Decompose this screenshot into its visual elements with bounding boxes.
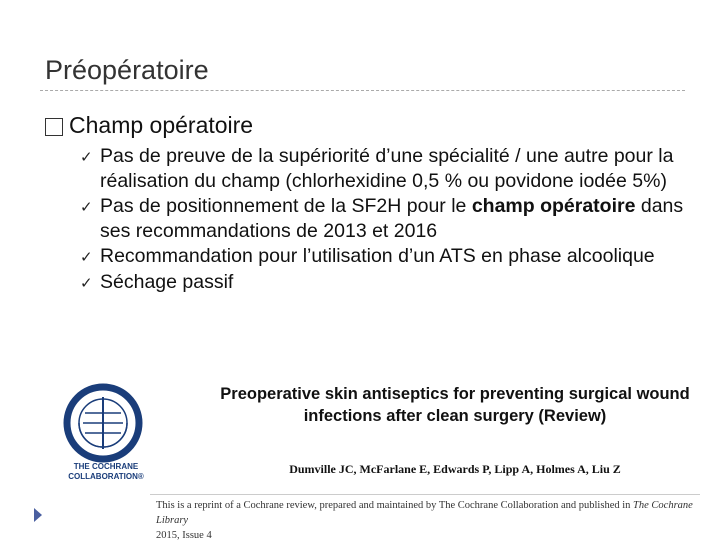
checkmark-icon: ✓ xyxy=(80,149,93,166)
title-divider xyxy=(40,90,685,91)
checkmark-icon: ✓ xyxy=(80,275,93,292)
checkmark-icon: ✓ xyxy=(80,249,93,266)
sub-bullet-list xyxy=(80,144,700,296)
main-bullet-label: Champ opératoire xyxy=(69,112,254,138)
square-bullet-icon xyxy=(45,118,63,136)
checkmark-icon: ✓ xyxy=(80,199,93,216)
reprint-divider xyxy=(150,494,700,495)
triangle-marker-icon xyxy=(34,508,42,522)
reprint-text: This is a reprint of a Cochrane review, prepared and maintained by The Cochrane Collaboration and published in xyxy=(156,500,634,511)
slide-title: Préopératoire xyxy=(45,55,209,85)
sub-item-text: Pas de preuve de la supériorité d’une spécialité / une autre pour la réalisation du champ (chlorhexidine 0,5 % ou povidone iodée 5%) xyxy=(100,145,674,192)
cochrane-wordmark xyxy=(56,462,156,482)
reprint-note xyxy=(156,498,701,540)
sub-item-text-after: dans ses recommandations de 2013 et 2016 xyxy=(100,195,684,242)
reprint-library: The Cochrane Library xyxy=(156,500,693,526)
cochrane-logo xyxy=(63,383,143,463)
cochrane-wordmark-line1: THE COCHRANE xyxy=(73,462,139,471)
list-item xyxy=(80,144,700,194)
sub-item-bold-term: champ opératoire xyxy=(471,195,636,217)
paper-authors: Dumville JC, McFarlane E, Edwards P, Lipp A, Holmes A, Liu Z xyxy=(289,462,621,476)
cochrane-wordmark-line2: COLLABORATION® xyxy=(68,472,144,481)
sub-item-text xyxy=(100,194,700,244)
list-item xyxy=(80,270,700,296)
reprint-issue: 2015, Issue 4 xyxy=(156,530,212,540)
main-bullet xyxy=(45,112,253,139)
sub-item-text: Séchage passif xyxy=(100,271,234,293)
sub-item-text: Recommandation pour l’utilisation d’un ATS en phase alcoolique xyxy=(100,245,655,267)
list-item xyxy=(80,194,700,244)
paper-title-line2: infections after clean surgery (Review) xyxy=(303,407,607,425)
paper-title xyxy=(205,383,705,427)
list-item xyxy=(80,244,700,270)
sub-item-text-before: Pas de positionnement de la SF2H pour le xyxy=(100,195,472,217)
paper-title-line1: Preoperative skin antiseptics for preventing surgical wound xyxy=(220,385,690,403)
